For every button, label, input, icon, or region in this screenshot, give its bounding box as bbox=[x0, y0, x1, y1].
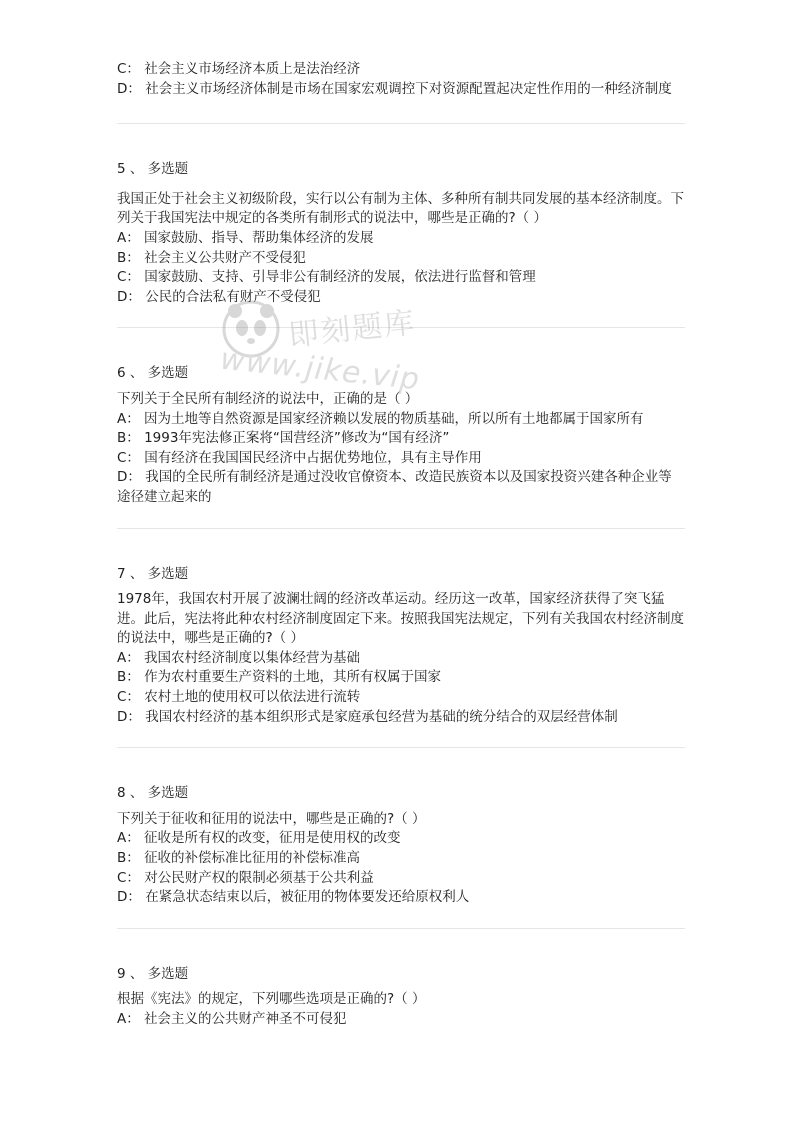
option-d: D： 我国农村经济的基本组织形式是家庭承包经营为基础的统分结合的双层经营体制 bbox=[117, 708, 618, 725]
option-d: D： 公民的合法私有财产不受侵犯 bbox=[117, 288, 321, 305]
option-a: A： 国家鼓励、指导、帮助集体经济的发展 bbox=[117, 229, 374, 246]
option-d: D： 社会主义市场经济体制是市场在国家宏观调控下对资源配置起决定性作用的一种经济制度 bbox=[117, 80, 672, 97]
question-stem: 下列关于全民所有制经济的说法中，正确的是（ ） bbox=[117, 390, 419, 407]
question-9 bbox=[117, 965, 685, 1030]
question-5 bbox=[117, 160, 685, 307]
watermark-url: www.jike.vip bbox=[218, 341, 422, 398]
option-b: B： 征收的补偿标准比征用的补偿标准高 bbox=[117, 850, 361, 867]
option-d: D： 我国的全民所有制经济是通过没收官僚资本、改造民族资本以及国家投资兴建各种企业等途径建立起来的 bbox=[117, 469, 672, 505]
question-header: 5 、 多选题 bbox=[117, 161, 189, 178]
option-c: C： 社会主义市场经济本质上是法治经济 bbox=[117, 61, 361, 77]
question-7 bbox=[117, 565, 685, 728]
option-c: C： 国有经济在我国国民经济中占据优势地位，具有主导作用 bbox=[117, 449, 482, 466]
option-d: D： 在紧急状态结束以后，被征用的物体要发还给原权利人 bbox=[117, 889, 470, 906]
option-c: C： 国家鼓励、支持、引导非公有制经济的发展，依法进行监督和管理 bbox=[117, 269, 536, 286]
question-header: 6 、 多选题 bbox=[117, 365, 189, 382]
question-stem: 我国正处于社会主义初级阶段，实行以公有制为主体、多种所有制共同发展的基本经济制度。下列关于我国宪法中规定的各类所有制形式的说法中，哪些是正确的?（ ） bbox=[117, 190, 684, 227]
option-b: B： 社会主义公共财产不受侵犯 bbox=[117, 249, 307, 266]
option-b: B： 1993年宪法修正案将“国营经济”修改为“国有经济” bbox=[117, 430, 450, 447]
option-a: A： 社会主义的公共财产神圣不可侵犯 bbox=[117, 1011, 347, 1027]
question-4-tail bbox=[117, 60, 685, 99]
question-header: 8 、 多选题 bbox=[117, 785, 189, 802]
question-6 bbox=[117, 364, 685, 507]
document-page bbox=[117, 60, 685, 1030]
question-header: 9 、 多选题 bbox=[117, 965, 189, 982]
watermark-cn: 即刻题库 bbox=[286, 305, 418, 354]
option-a: A： 征收是所有权的改变，征用是使用权的改变 bbox=[117, 830, 401, 847]
option-a: A： 我国农村经济制度以集体经营为基础 bbox=[117, 649, 361, 666]
option-c: C： 对公民财产权的限制必须基于公共利益 bbox=[117, 869, 374, 886]
question-stem: 1978年，我国农村开展了波澜壮阔的经济改革运动。经历这一改革，国家经济获得了突飞猛进。此后，宪法将此种农村经济制度固定下来。按照我国宪法规定，下列有关我国农村经济制度的说法中，哪些是正确的?（ ） bbox=[117, 591, 684, 647]
option-b: B： 作为农村重要生产资料的土地，其所有权属于国家 bbox=[117, 669, 442, 686]
option-a: A： 因为土地等自然资源是国家经济赖以发展的物质基础，所以所有土地都属于国家所有 bbox=[117, 410, 644, 427]
option-c: C： 农村土地的使用权可以依法进行流转 bbox=[117, 689, 361, 706]
question-8 bbox=[117, 784, 685, 908]
question-stem: 根据《宪法》的规定，下列哪些选项是正确的?（ ） bbox=[117, 991, 426, 1008]
question-stem: 下列关于征收和征用的说法中，哪些是正确的?（ ） bbox=[117, 810, 426, 827]
question-header: 7 、 多选题 bbox=[117, 565, 189, 582]
